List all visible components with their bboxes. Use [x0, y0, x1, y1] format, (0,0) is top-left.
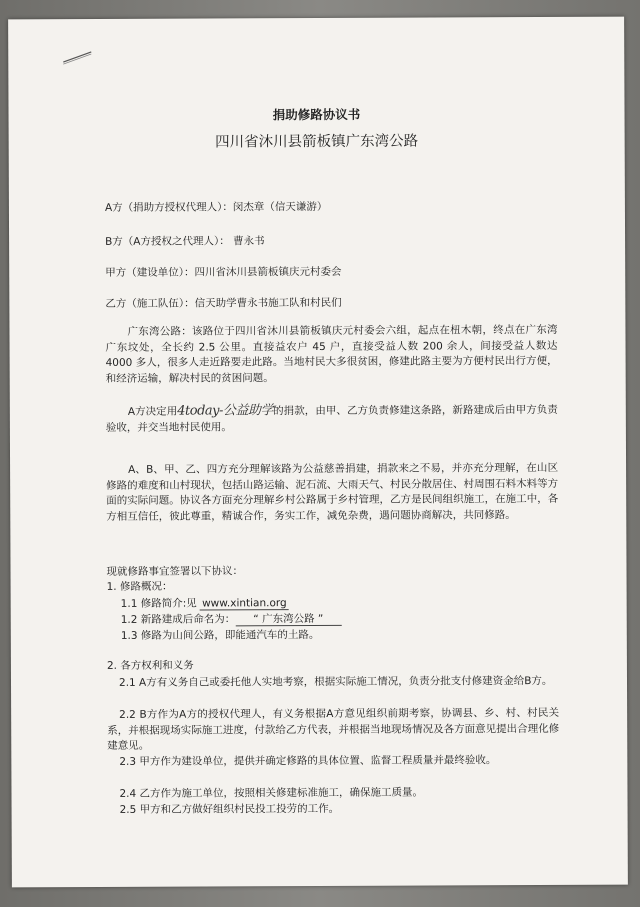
party-b-line: B方（A方授权之代理人）： 曹永书	[105, 235, 265, 248]
paragraph-road-description: 广东湾公路：该路位于四川省沐川县箭板镇庆元村委会六组，起点在杻木朝，终点在广东湾广东坟处，全长约 2.5 公里。直接益农户 45 户，直接受益人数 200 余人，间接受益人数达 4000 多人，很多人走近路要走此路。当地村民大多很贫困，修建此路主要为方便村民出行方便，和经济运输，解决村民的贫困问题。	[105, 323, 558, 385]
document-title: 捐助修路协议书	[272, 106, 361, 123]
party-a-line: A方（捐助方授权代理人）：闵杰章（信天谦游）	[104, 200, 328, 214]
donation-lead-text: A方决定用	[127, 405, 178, 418]
item-2-2: 2.2 B方作为A方的授权代理人，有义务根据A方意见组织前期考察，协调县、乡、村、村民关系，并根据现场实际施工进度，付款给乙方代表，并根据当地现场情况及各方面意见提出合理化修建意见。	[107, 706, 560, 752]
staple-mark	[61, 48, 95, 66]
item-1-2-label: 1.2 新路建成后命名为：	[120, 613, 236, 626]
handwritten-donor-name: 4today-公益助学	[177, 403, 274, 419]
item-1-1-label: 1.1 修路简介:见	[120, 597, 201, 610]
paragraph-donation	[106, 402, 558, 436]
party-yi-line: 乙方（施工队伍）：信天助学曹永书施工队和村民们	[105, 296, 342, 310]
item-2-4: 2.4 乙方作为施工单位，按照相关修建标准施工，确保施工质量。	[119, 786, 424, 800]
website-link[interactable]: www.xintian.org	[200, 597, 289, 610]
donation-rest-text: 的捐款，由甲、乙方负责修建这条路，新路建成后由甲方负责验收，并交当地村民使用。	[105, 403, 558, 434]
item-1-2	[121, 612, 342, 628]
item-2-3: 2.3 甲方作为建设单位，提供并确定修路的具体位置、监督工程质量并最终验收。	[119, 754, 497, 768]
document-subtitle: 四川省沐川县箭板镇广东湾公路	[215, 133, 419, 151]
item-1-1	[121, 596, 289, 612]
item-1-3: 1.3 修路为山间公路，即能通汽车的土路。	[120, 628, 320, 642]
agreement-intro: 现就修路事宜签署以下协议：	[106, 565, 244, 578]
item-2-5: 2.5 甲方和乙方做好组织村民投工投劳的工作。	[119, 802, 340, 816]
section-2-heading: 2. 各方权利和义务	[106, 659, 194, 672]
document-page	[8, 17, 628, 888]
road-name: “ 广东湾公路 ”	[235, 613, 341, 626]
section-1-heading: 1. 修路概况：	[106, 580, 173, 593]
paragraph-understanding: A、B、甲、乙、四方充分理解该路为公益慈善捐建，捐款来之不易，并亦充分理解，在山区修路的难度和山村现状，包括山路运输、泥石流、大雨天气、村民分散居住、村周围石料木料等方面的实际问题。协议各方面充分理解乡村公路属于乡村管理，乙方是民间组织施工，在施工中，各方相互信任，彼此尊重，精诚合作，务实工作，减免杂费，遇问题协商解决，共同修路。	[106, 461, 559, 523]
item-2-1: 2.1 A方有义务自己或委托他人实地考察，根据实际施工情况，负责分批支付修建资金给B方。	[118, 674, 553, 689]
party-jia-line: 甲方（建设单位）：四川省沐川县箭板镇庆元村委会	[105, 265, 342, 279]
